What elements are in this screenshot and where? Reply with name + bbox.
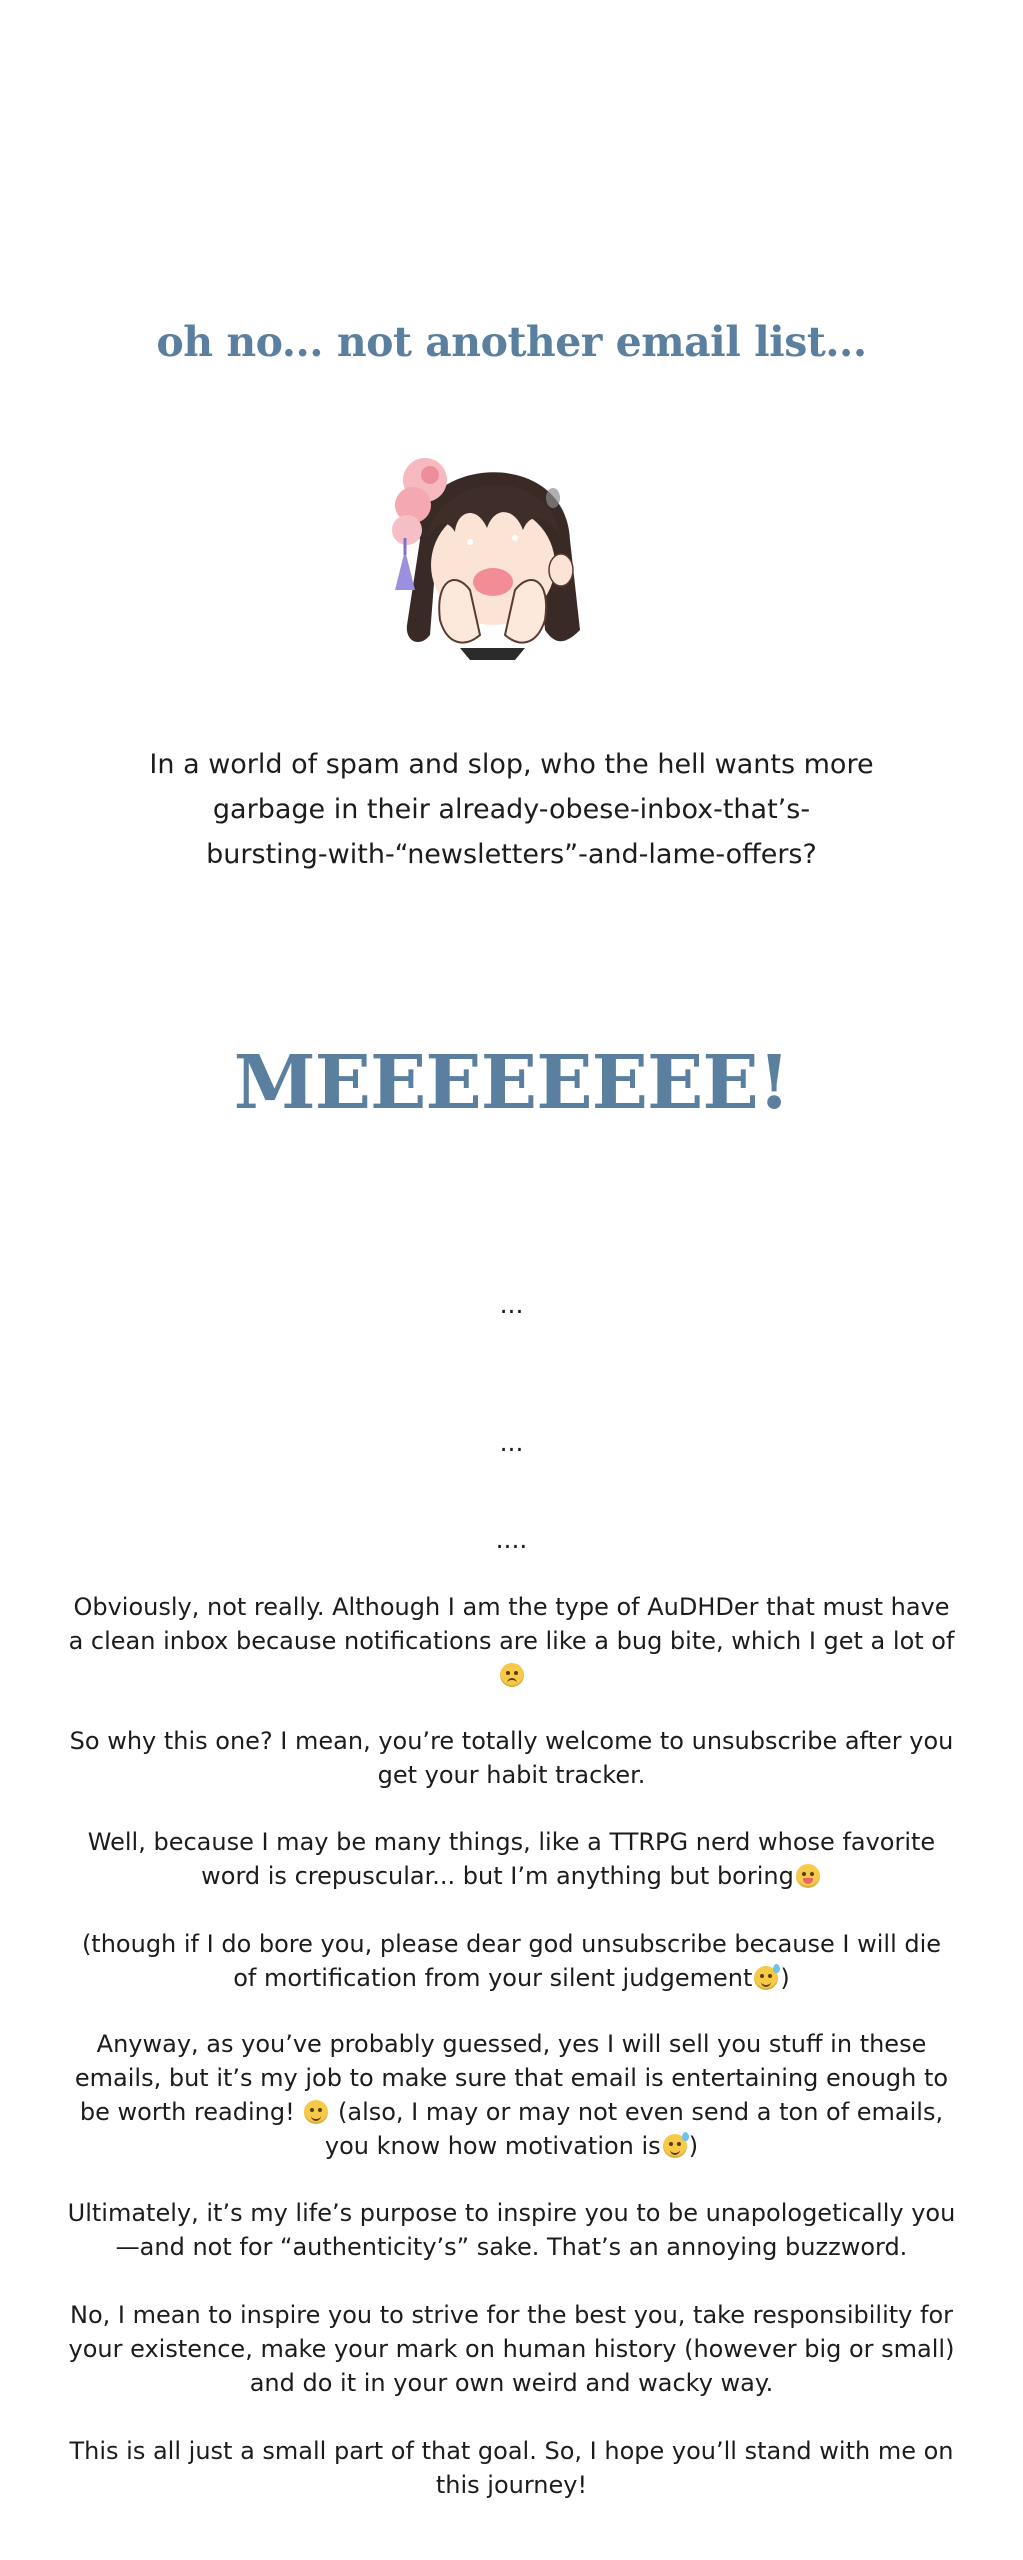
paragraph-line: Obviously, not really. Although I am the type of AuDHDer that must have (73, 1593, 950, 1621)
intro-line: bursting-with-“newsletters”-and-lame-offers? (206, 839, 817, 870)
paragraph-line: be worth reading! (79, 2098, 295, 2126)
paragraph-line: and do it in your own weird and wacky way. (249, 2369, 774, 2397)
anxious-sweat-face-icon (754, 1966, 778, 1990)
body-paragraph (0, 2196, 1023, 2264)
avatar-illustration (365, 420, 605, 660)
winking-face-icon (304, 2100, 328, 2124)
paragraph-line: your existence, make your mark on human history (however big or small) (68, 2335, 955, 2363)
paragraph-line: a clean inbox because notifications are like a bug bite, which I get a lot of (68, 1627, 955, 1655)
intro-line: garbage in their already-obese-inbox-that’s- (212, 794, 811, 825)
weary-face-icon (500, 1663, 524, 1687)
intro-paragraph (0, 742, 1023, 877)
paragraph-line: emails, but it’s my job to make sure that email is entertaining enough to (74, 2064, 949, 2092)
paragraph-line: (though if I do bore you, please dear god unsubscribe because I will die (81, 1930, 942, 1958)
body-paragraph (0, 1590, 1023, 1692)
body-paragraph (0, 2434, 1023, 2502)
paragraph-line: —and not for “authenticity’s” sake. That’s an annoying buzzword. (115, 2233, 908, 2261)
paragraph-line: (also, I may or may not even send a ton of emails, (338, 2098, 944, 2126)
intro-line: In a world of spam and slop, who the hell wants more (149, 749, 874, 780)
body-paragraph (0, 1724, 1023, 1792)
paragraph-line: ) (780, 1964, 790, 1992)
paragraph-line: Ultimately, it’s my life’s purpose to inspire you to be unapologetically you (67, 2199, 956, 2227)
ellipsis-text: .... (495, 1525, 528, 1554)
ellipsis-text: ... (499, 1290, 524, 1319)
body-paragraph (0, 2027, 1023, 2163)
winking-tongue-face-icon (796, 1864, 820, 1888)
paragraph-line: Well, because I may be many things, like a TTRPG nerd whose favorite (87, 1828, 936, 1856)
ellipsis-text: ... (499, 1428, 524, 1457)
grinning-sweat-face-icon (663, 2134, 687, 2158)
paragraph-line: This is all just a small part of that goal. So, I hope you’ll stand with me on (69, 2437, 954, 2465)
body-paragraph (0, 1927, 1023, 1995)
paragraph-line: get your habit tracker. (377, 1761, 646, 1789)
paragraph-line: this journey! (435, 2471, 588, 2499)
paragraph-line: ) (688, 2132, 699, 2160)
paragraph-line: of mortification from your silent judgement (233, 1964, 753, 1992)
body-paragraph (0, 2298, 1023, 2400)
page-title: oh no... not another email list... (156, 318, 867, 366)
shout-heading: MEEEEEEEE! (233, 1040, 790, 1126)
paragraph-line: No, I mean to inspire you to strive for the best you, take responsibility for (69, 2301, 954, 2329)
paragraph-line: word is crepuscular... but I’m anything but boring (201, 1862, 794, 1890)
paragraph-line: Anyway, as you’ve probably guessed, yes I will sell you stuff in these (96, 2030, 927, 2058)
paragraph-line: So why this one? I mean, you’re totally welcome to unsubscribe after you (69, 1727, 954, 1755)
body-paragraph (0, 1825, 1023, 1893)
paragraph-line: you know how motivation is (324, 2132, 661, 2160)
